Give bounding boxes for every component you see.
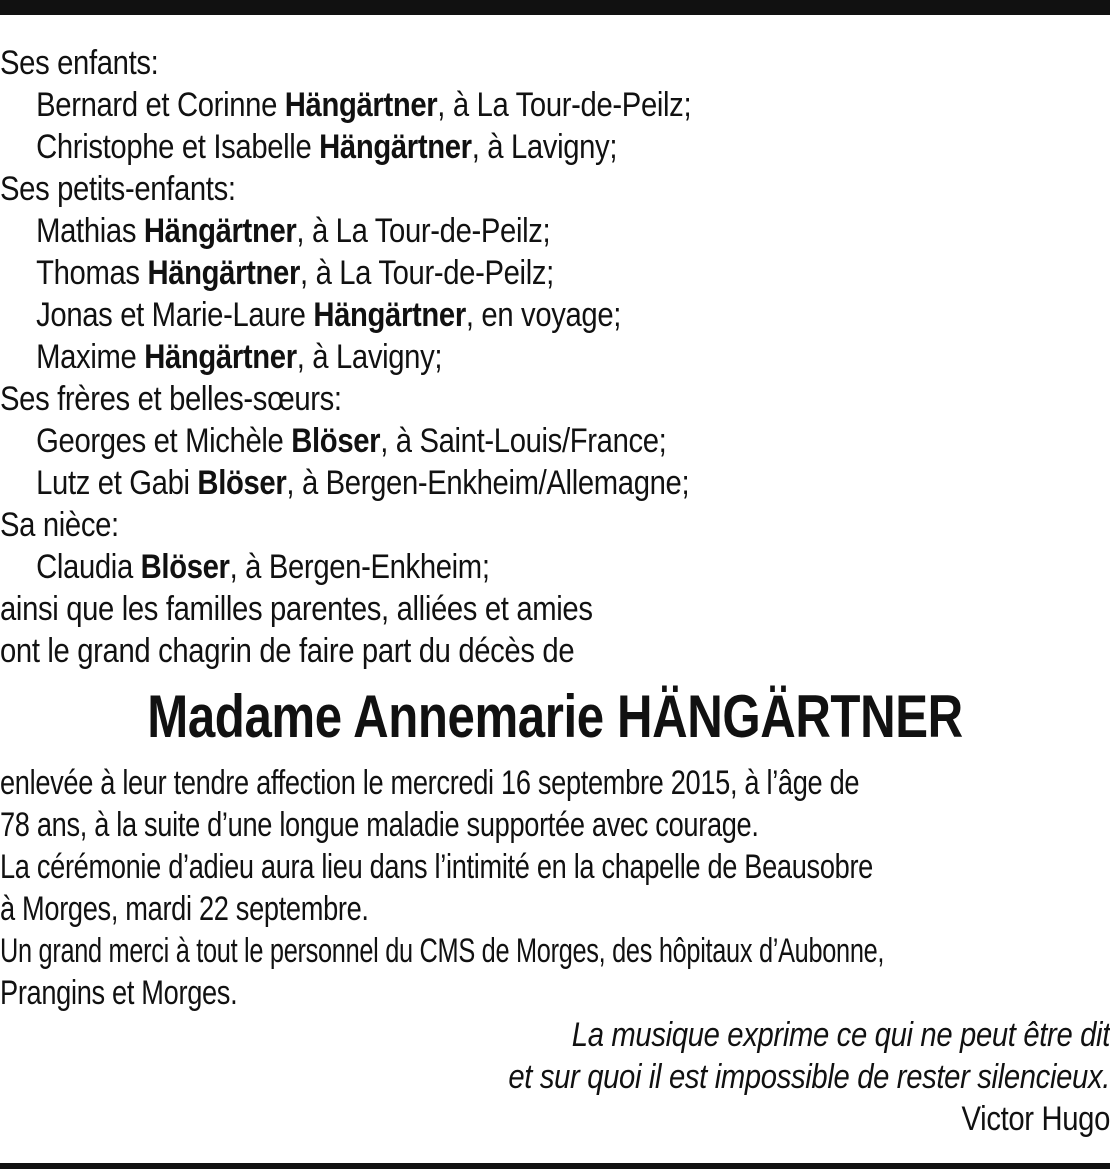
member-given-names: Georges et Michèle <box>36 422 292 460</box>
member-given-names: Thomas <box>36 254 148 292</box>
member-surname: Hängärtner <box>144 338 297 376</box>
bottom-border-rule <box>0 1163 1110 1169</box>
obituary-notice <box>0 42 1110 1140</box>
member-given-names: Bernard et Corinne <box>36 86 285 124</box>
member-place: , à Lavigny; <box>296 338 443 376</box>
member-place: , à Bergen-Enkheim; <box>229 548 490 586</box>
section-heading-children: Ses enfants: <box>0 44 159 82</box>
announcement-paragraph <box>0 762 1110 1014</box>
member-given-names: Jonas et Marie-Laure <box>36 296 314 334</box>
member-surname: Hängärtner <box>147 254 301 292</box>
body-text-line: enlevée à leur tendre affection le mercredi 16 septembre 2015, à l’âge de <box>0 764 860 802</box>
member-surname: Blöser <box>197 464 287 502</box>
member-place: , à La Tour-de-Peilz; <box>300 254 554 292</box>
quote-text-line: La musique exprime ce qui ne peut être dit <box>571 1016 1110 1054</box>
section-heading-grandchildren: Ses petits-enfants: <box>0 170 236 208</box>
member-surname: Blöser <box>291 422 381 460</box>
quote-text-line: et sur quoi il est impossible de rester silencieux. <box>508 1058 1110 1096</box>
member-place: , à Lavigny; <box>471 128 618 166</box>
family-member-line <box>0 252 955 294</box>
member-surname: Hängärtner <box>143 212 297 250</box>
family-member-line <box>0 336 955 378</box>
family-member-line <box>0 126 955 168</box>
intro-text-line: ainsi que les familles parentes, alliées et amies <box>0 590 593 628</box>
quote-author: Victor Hugo <box>961 1100 1110 1138</box>
member-surname: Hängärtner <box>313 296 466 334</box>
member-surname: Hängärtner <box>284 86 438 124</box>
member-given-names: Mathias <box>36 212 144 250</box>
family-member-line <box>0 420 955 462</box>
member-given-names: Christophe et Isabelle <box>36 128 320 166</box>
family-member-line <box>0 462 955 504</box>
intro-text-line: ont le grand chagrin de faire part du décès de <box>0 632 575 670</box>
member-given-names: Maxime <box>36 338 145 376</box>
member-place: , à Saint-Louis/France; <box>380 422 667 460</box>
member-given-names: Lutz et Gabi <box>36 464 198 502</box>
body-text-line: Prangins et Morges. <box>0 974 238 1012</box>
body-text-line: 78 ans, à la suite d’une longue maladie supportée avec courage. <box>0 806 759 844</box>
family-member-line <box>0 546 955 588</box>
member-place: , à La Tour-de-Peilz; <box>296 212 551 250</box>
top-border-rule <box>0 0 1110 15</box>
member-surname: Hängärtner <box>319 128 472 166</box>
family-member-line <box>0 294 955 336</box>
section-heading-siblings: Ses frères et belles-sœurs: <box>0 380 342 418</box>
section-heading-niece: Sa nièce: <box>0 506 119 544</box>
member-place: , en voyage; <box>465 296 622 334</box>
body-text-line: à Morges, mardi 22 septembre. <box>0 890 369 928</box>
closing-quote <box>0 1014 1110 1140</box>
member-surname: Blöser <box>140 548 230 586</box>
family-member-line <box>0 210 955 252</box>
body-text-line: Un grand merci à tout le personnel du CMS de Morges, des hôpitaux d’Aubonne, <box>0 932 885 970</box>
body-text-line: La cérémonie d’adieu aura lieu dans l’intimité en la chapelle de Beausobre <box>0 848 873 886</box>
member-place: , à Bergen-Enkheim/Allemagne; <box>286 464 690 502</box>
member-given-names: Claudia <box>36 548 141 586</box>
member-place: , à La Tour-de-Peilz; <box>437 86 692 124</box>
deceased-name-title: Madame Annemarie HÄNGÄRTNER <box>147 683 963 750</box>
family-member-line <box>0 84 955 126</box>
